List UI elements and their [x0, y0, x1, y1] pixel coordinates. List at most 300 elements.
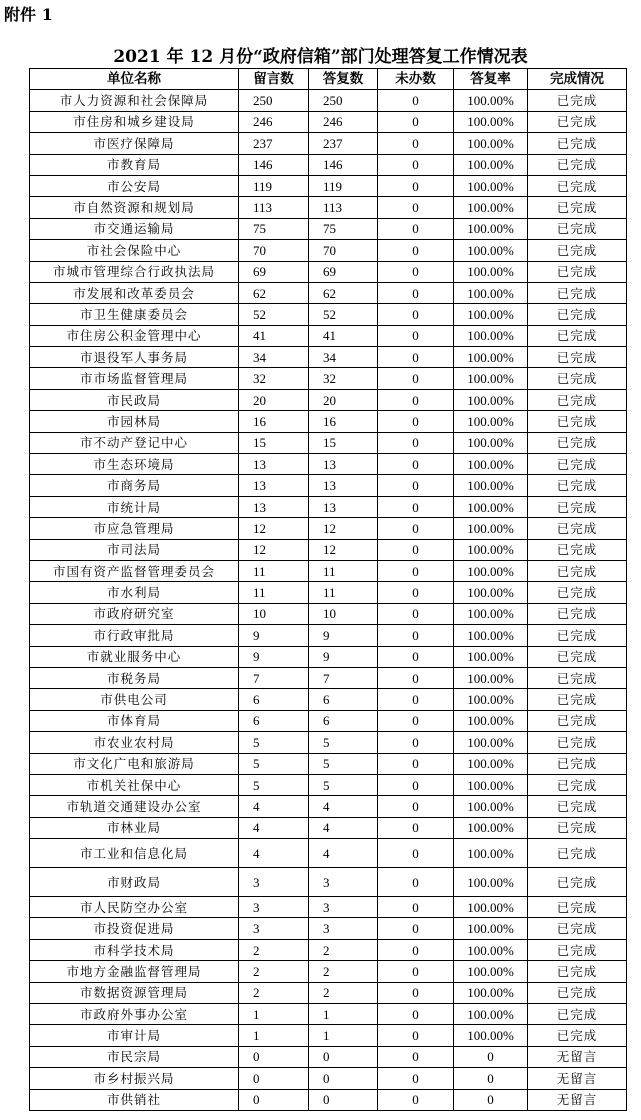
reply-rate-cell: 100.00% [454, 539, 528, 560]
table-row [30, 90, 627, 111]
table-row [30, 732, 627, 753]
unit-name-cell: 市市场监督管理局 [30, 368, 239, 389]
message-count-cell: 6 [239, 689, 309, 710]
reply-count-cell: 250 [309, 90, 378, 111]
reply-statistics-table [29, 68, 627, 1111]
reply-count-cell: 4 [309, 839, 378, 868]
table-row [30, 1046, 627, 1067]
status-cell: 已完成 [528, 868, 627, 897]
table-row [30, 175, 627, 196]
pending-count-cell: 0 [378, 432, 454, 453]
table-row [30, 154, 627, 175]
status-cell: 已完成 [528, 646, 627, 667]
reply-rate-cell: 100.00% [454, 432, 528, 453]
table-row [30, 868, 627, 897]
reply-count-cell: 7 [309, 667, 378, 688]
table-row [30, 982, 627, 1003]
reply-rate-cell: 100.00% [454, 282, 528, 303]
reply-rate-cell: 100.00% [454, 582, 528, 603]
unit-name-cell: 市数据资源管理局 [30, 982, 239, 1003]
unit-name-cell: 市供销社 [30, 1089, 239, 1110]
pending-count-cell: 0 [378, 111, 454, 132]
message-count-cell: 70 [239, 240, 309, 261]
unit-name-cell: 市工业和信息化局 [30, 839, 239, 868]
pending-count-cell: 0 [378, 1004, 454, 1025]
pending-count-cell: 0 [378, 389, 454, 410]
pending-count-cell: 0 [378, 839, 454, 868]
pending-count-cell: 0 [378, 560, 454, 581]
status-cell: 已完成 [528, 939, 627, 960]
reply-count-cell: 4 [309, 817, 378, 838]
reply-count-cell: 13 [309, 496, 378, 517]
reply-rate-cell: 100.00% [454, 817, 528, 838]
reply-rate-cell: 100.00% [454, 218, 528, 239]
table-row [30, 475, 627, 496]
pending-count-cell: 0 [378, 368, 454, 389]
reply-count-cell: 3 [309, 897, 378, 918]
status-cell: 已完成 [528, 897, 627, 918]
unit-name-cell: 市住房和城乡建设局 [30, 111, 239, 132]
unit-name-cell: 市不动产登记中心 [30, 432, 239, 453]
message-count-cell: 0 [239, 1089, 309, 1110]
reply-rate-cell: 100.00% [454, 961, 528, 982]
reply-rate-cell: 100.00% [454, 868, 528, 897]
unit-name-cell: 市交通运输局 [30, 218, 239, 239]
header-message-count: 留言数 [239, 69, 309, 90]
message-count-cell: 0 [239, 1068, 309, 1089]
unit-name-cell: 市林业局 [30, 817, 239, 838]
reply-count-cell: 5 [309, 732, 378, 753]
attachment-label: 附件 1 [4, 5, 53, 24]
reply-count-cell: 75 [309, 218, 378, 239]
unit-name-cell: 市医疗保障局 [30, 133, 239, 154]
status-cell: 已完成 [528, 475, 627, 496]
reply-rate-cell: 0 [454, 1046, 528, 1067]
message-count-cell: 1 [239, 1025, 309, 1046]
table-row [30, 918, 627, 939]
header-unit-name: 单位名称 [30, 69, 239, 90]
message-count-cell: 0 [239, 1046, 309, 1067]
unit-name-cell: 市就业服务中心 [30, 646, 239, 667]
header-completion-status: 完成情况 [528, 69, 627, 90]
reply-count-cell: 34 [309, 347, 378, 368]
message-count-cell: 13 [239, 454, 309, 475]
reply-count-cell: 3 [309, 918, 378, 939]
message-count-cell: 5 [239, 753, 309, 774]
reply-rate-cell: 100.00% [454, 1004, 528, 1025]
unit-name-cell: 市应急管理局 [30, 518, 239, 539]
table-header-row [30, 69, 627, 90]
pending-count-cell: 0 [378, 154, 454, 175]
pending-count-cell: 0 [378, 1089, 454, 1110]
table-row [30, 411, 627, 432]
unit-name-cell: 市财政局 [30, 868, 239, 897]
message-count-cell: 11 [239, 560, 309, 581]
table-row [30, 753, 627, 774]
reply-rate-cell: 100.00% [454, 774, 528, 795]
pending-count-cell: 0 [378, 518, 454, 539]
reply-rate-cell: 100.00% [454, 796, 528, 817]
status-cell: 已完成 [528, 710, 627, 731]
message-count-cell: 62 [239, 282, 309, 303]
unit-name-cell: 市文化广电和旅游局 [30, 753, 239, 774]
table-row [30, 796, 627, 817]
pending-count-cell: 0 [378, 625, 454, 646]
status-cell: 已完成 [528, 261, 627, 282]
message-count-cell: 2 [239, 982, 309, 1003]
table-row [30, 432, 627, 453]
reply-rate-cell: 100.00% [454, 625, 528, 646]
table-row [30, 197, 627, 218]
reply-count-cell: 2 [309, 961, 378, 982]
reply-rate-cell: 100.00% [454, 475, 528, 496]
table-row [30, 368, 627, 389]
table-row [30, 667, 627, 688]
unit-name-cell: 市自然资源和规划局 [30, 197, 239, 218]
status-cell: 无留言 [528, 1089, 627, 1110]
reply-count-cell: 5 [309, 753, 378, 774]
status-cell: 已完成 [528, 560, 627, 581]
message-count-cell: 32 [239, 368, 309, 389]
pending-count-cell: 0 [378, 646, 454, 667]
pending-count-cell: 0 [378, 774, 454, 795]
unit-name-cell: 市税务局 [30, 667, 239, 688]
unit-name-cell: 市发展和改革委员会 [30, 282, 239, 303]
unit-name-cell: 市行政审批局 [30, 625, 239, 646]
reply-count-cell: 6 [309, 689, 378, 710]
reply-rate-cell: 100.00% [454, 560, 528, 581]
status-cell: 已完成 [528, 1004, 627, 1025]
reply-count-cell: 9 [309, 625, 378, 646]
reply-count-cell: 2 [309, 939, 378, 960]
reply-count-cell: 146 [309, 154, 378, 175]
pending-count-cell: 0 [378, 689, 454, 710]
reply-rate-cell: 100.00% [454, 518, 528, 539]
unit-name-cell: 市政府研究室 [30, 603, 239, 624]
status-cell: 已完成 [528, 496, 627, 517]
unit-name-cell: 市国有资产监督管理委员会 [30, 560, 239, 581]
pending-count-cell: 0 [378, 897, 454, 918]
reply-count-cell: 3 [309, 868, 378, 897]
pending-count-cell: 0 [378, 539, 454, 560]
status-cell: 已完成 [528, 411, 627, 432]
status-cell: 已完成 [528, 325, 627, 346]
message-count-cell: 12 [239, 518, 309, 539]
pending-count-cell: 0 [378, 347, 454, 368]
status-cell: 已完成 [528, 918, 627, 939]
status-cell: 已完成 [528, 603, 627, 624]
header-reply-count: 答复数 [309, 69, 378, 90]
unit-name-cell: 市商务局 [30, 475, 239, 496]
pending-count-cell: 0 [378, 710, 454, 731]
reply-count-cell: 246 [309, 111, 378, 132]
unit-name-cell: 市科学技术局 [30, 939, 239, 960]
status-cell: 已完成 [528, 817, 627, 838]
status-cell: 已完成 [528, 240, 627, 261]
pending-count-cell: 0 [378, 817, 454, 838]
status-cell: 已完成 [528, 839, 627, 868]
unit-name-cell: 市人力资源和社会保障局 [30, 90, 239, 111]
unit-name-cell: 市乡村振兴局 [30, 1068, 239, 1089]
reply-rate-cell: 100.00% [454, 111, 528, 132]
pending-count-cell: 0 [378, 197, 454, 218]
status-cell: 已完成 [528, 518, 627, 539]
reply-count-cell: 0 [309, 1046, 378, 1067]
unit-name-cell: 市公安局 [30, 175, 239, 196]
pending-count-cell: 0 [378, 961, 454, 982]
reply-rate-cell: 100.00% [454, 839, 528, 868]
table-row [30, 939, 627, 960]
status-cell: 已完成 [528, 796, 627, 817]
pending-count-cell: 0 [378, 218, 454, 239]
table-row [30, 240, 627, 261]
unit-name-cell: 市统计局 [30, 496, 239, 517]
reply-rate-cell: 100.00% [454, 918, 528, 939]
message-count-cell: 15 [239, 432, 309, 453]
reply-count-cell: 113 [309, 197, 378, 218]
status-cell: 已完成 [528, 982, 627, 1003]
message-count-cell: 9 [239, 625, 309, 646]
unit-name-cell: 市政府外事办公室 [30, 1004, 239, 1025]
reply-count-cell: 2 [309, 982, 378, 1003]
table-row [30, 689, 627, 710]
pending-count-cell: 0 [378, 325, 454, 346]
reply-count-cell: 0 [309, 1068, 378, 1089]
table-row [30, 1089, 627, 1110]
reply-count-cell: 11 [309, 560, 378, 581]
header-pending-count: 未办数 [378, 69, 454, 90]
table-row [30, 961, 627, 982]
pending-count-cell: 0 [378, 240, 454, 261]
table-row [30, 560, 627, 581]
table-row [30, 261, 627, 282]
reply-count-cell: 9 [309, 646, 378, 667]
status-cell: 已完成 [528, 539, 627, 560]
unit-name-cell: 市园林局 [30, 411, 239, 432]
reply-count-cell: 13 [309, 475, 378, 496]
status-cell: 已完成 [528, 432, 627, 453]
table-row [30, 454, 627, 475]
pending-count-cell: 0 [378, 475, 454, 496]
table-row [30, 282, 627, 303]
message-count-cell: 52 [239, 304, 309, 325]
reply-rate-cell: 100.00% [454, 710, 528, 731]
reply-rate-cell: 100.00% [454, 325, 528, 346]
pending-count-cell: 0 [378, 667, 454, 688]
message-count-cell: 9 [239, 646, 309, 667]
table-row [30, 518, 627, 539]
unit-name-cell: 市机关社保中心 [30, 774, 239, 795]
table-row [30, 218, 627, 239]
reply-rate-cell: 100.00% [454, 240, 528, 261]
message-count-cell: 20 [239, 389, 309, 410]
pending-count-cell: 0 [378, 1046, 454, 1067]
reply-count-cell: 52 [309, 304, 378, 325]
table-row [30, 625, 627, 646]
table-row [30, 496, 627, 517]
reply-count-cell: 4 [309, 796, 378, 817]
unit-name-cell: 市城市管理综合行政执法局 [30, 261, 239, 282]
status-cell: 已完成 [528, 454, 627, 475]
reply-rate-cell: 100.00% [454, 753, 528, 774]
table-row [30, 1004, 627, 1025]
table-row [30, 710, 627, 731]
unit-name-cell: 市投资促进局 [30, 918, 239, 939]
reply-rate-cell: 0 [454, 1089, 528, 1110]
message-count-cell: 13 [239, 475, 309, 496]
status-cell: 已完成 [528, 389, 627, 410]
table-row [30, 133, 627, 154]
reply-count-cell: 12 [309, 539, 378, 560]
message-count-cell: 75 [239, 218, 309, 239]
unit-name-cell: 市供电公司 [30, 689, 239, 710]
reply-rate-cell: 100.00% [454, 90, 528, 111]
unit-name-cell: 市退役军人事务局 [30, 347, 239, 368]
reply-rate-cell: 100.00% [454, 261, 528, 282]
message-count-cell: 3 [239, 868, 309, 897]
message-count-cell: 12 [239, 539, 309, 560]
message-count-cell: 5 [239, 732, 309, 753]
reply-count-cell: 62 [309, 282, 378, 303]
reply-rate-cell: 100.00% [454, 1025, 528, 1046]
reply-rate-cell: 100.00% [454, 133, 528, 154]
reply-rate-cell: 100.00% [454, 646, 528, 667]
reply-count-cell: 0 [309, 1089, 378, 1110]
message-count-cell: 41 [239, 325, 309, 346]
unit-name-cell: 市卫生健康委员会 [30, 304, 239, 325]
reply-rate-cell: 100.00% [454, 603, 528, 624]
reply-rate-cell: 100.00% [454, 689, 528, 710]
reply-count-cell: 16 [309, 411, 378, 432]
reply-rate-cell: 100.00% [454, 667, 528, 688]
message-count-cell: 10 [239, 603, 309, 624]
pending-count-cell: 0 [378, 261, 454, 282]
message-count-cell: 146 [239, 154, 309, 175]
message-count-cell: 119 [239, 175, 309, 196]
pending-count-cell: 0 [378, 1025, 454, 1046]
status-cell: 已完成 [528, 1025, 627, 1046]
reply-rate-cell: 100.00% [454, 154, 528, 175]
status-cell: 已完成 [528, 961, 627, 982]
pending-count-cell: 0 [378, 868, 454, 897]
reply-rate-cell: 100.00% [454, 496, 528, 517]
status-cell: 无留言 [528, 1046, 627, 1067]
message-count-cell: 1 [239, 1004, 309, 1025]
table-row [30, 539, 627, 560]
unit-name-cell: 市农业农村局 [30, 732, 239, 753]
status-cell: 已完成 [528, 625, 627, 646]
unit-name-cell: 市人民防空办公室 [30, 897, 239, 918]
pending-count-cell: 0 [378, 454, 454, 475]
pending-count-cell: 0 [378, 732, 454, 753]
reply-rate-cell: 100.00% [454, 347, 528, 368]
table-row [30, 897, 627, 918]
pending-count-cell: 0 [378, 603, 454, 624]
reply-count-cell: 1 [309, 1025, 378, 1046]
status-cell: 已完成 [528, 667, 627, 688]
status-cell: 已完成 [528, 689, 627, 710]
message-count-cell: 3 [239, 897, 309, 918]
reply-count-cell: 15 [309, 432, 378, 453]
reply-rate-cell: 100.00% [454, 304, 528, 325]
unit-name-cell: 市民宗局 [30, 1046, 239, 1067]
status-cell: 已完成 [528, 282, 627, 303]
message-count-cell: 2 [239, 939, 309, 960]
status-cell: 已完成 [528, 347, 627, 368]
header-reply-rate: 答复率 [454, 69, 528, 90]
message-count-cell: 246 [239, 111, 309, 132]
unit-name-cell: 市教育局 [30, 154, 239, 175]
status-cell: 无留言 [528, 1068, 627, 1089]
reply-count-cell: 13 [309, 454, 378, 475]
reply-rate-cell: 100.00% [454, 175, 528, 196]
pending-count-cell: 0 [378, 753, 454, 774]
pending-count-cell: 0 [378, 282, 454, 303]
reply-rate-cell: 100.00% [454, 732, 528, 753]
reply-rate-cell: 100.00% [454, 368, 528, 389]
message-count-cell: 69 [239, 261, 309, 282]
table-row [30, 582, 627, 603]
reply-count-cell: 237 [309, 133, 378, 154]
reply-rate-cell: 0 [454, 1068, 528, 1089]
message-count-cell: 7 [239, 667, 309, 688]
table-row [30, 817, 627, 838]
table-row [30, 1068, 627, 1089]
pending-count-cell: 0 [378, 939, 454, 960]
status-cell: 已完成 [528, 218, 627, 239]
reply-count-cell: 10 [309, 603, 378, 624]
table-row [30, 347, 627, 368]
status-cell: 已完成 [528, 133, 627, 154]
unit-name-cell: 市生态环境局 [30, 454, 239, 475]
reply-count-cell: 11 [309, 582, 378, 603]
message-count-cell: 5 [239, 774, 309, 795]
pending-count-cell: 0 [378, 1068, 454, 1089]
pending-count-cell: 0 [378, 496, 454, 517]
reply-rate-cell: 100.00% [454, 897, 528, 918]
reply-rate-cell: 100.00% [454, 389, 528, 410]
table-row [30, 774, 627, 795]
pending-count-cell: 0 [378, 982, 454, 1003]
table-row [30, 1025, 627, 1046]
unit-name-cell: 市住房公积金管理中心 [30, 325, 239, 346]
message-count-cell: 34 [239, 347, 309, 368]
reply-count-cell: 119 [309, 175, 378, 196]
status-cell: 已完成 [528, 111, 627, 132]
status-cell: 已完成 [528, 175, 627, 196]
pending-count-cell: 0 [378, 90, 454, 111]
reply-rate-cell: 100.00% [454, 197, 528, 218]
message-count-cell: 4 [239, 817, 309, 838]
reply-count-cell: 32 [309, 368, 378, 389]
reply-rate-cell: 100.00% [454, 454, 528, 475]
status-cell: 已完成 [528, 582, 627, 603]
message-count-cell: 237 [239, 133, 309, 154]
pending-count-cell: 0 [378, 582, 454, 603]
message-count-cell: 4 [239, 839, 309, 868]
reply-count-cell: 5 [309, 774, 378, 795]
pending-count-cell: 0 [378, 133, 454, 154]
status-cell: 已完成 [528, 90, 627, 111]
reply-count-cell: 6 [309, 710, 378, 731]
pending-count-cell: 0 [378, 796, 454, 817]
reply-count-cell: 20 [309, 389, 378, 410]
reply-count-cell: 12 [309, 518, 378, 539]
message-count-cell: 4 [239, 796, 309, 817]
message-count-cell: 11 [239, 582, 309, 603]
reply-rate-cell: 100.00% [454, 982, 528, 1003]
unit-name-cell: 市水利局 [30, 582, 239, 603]
